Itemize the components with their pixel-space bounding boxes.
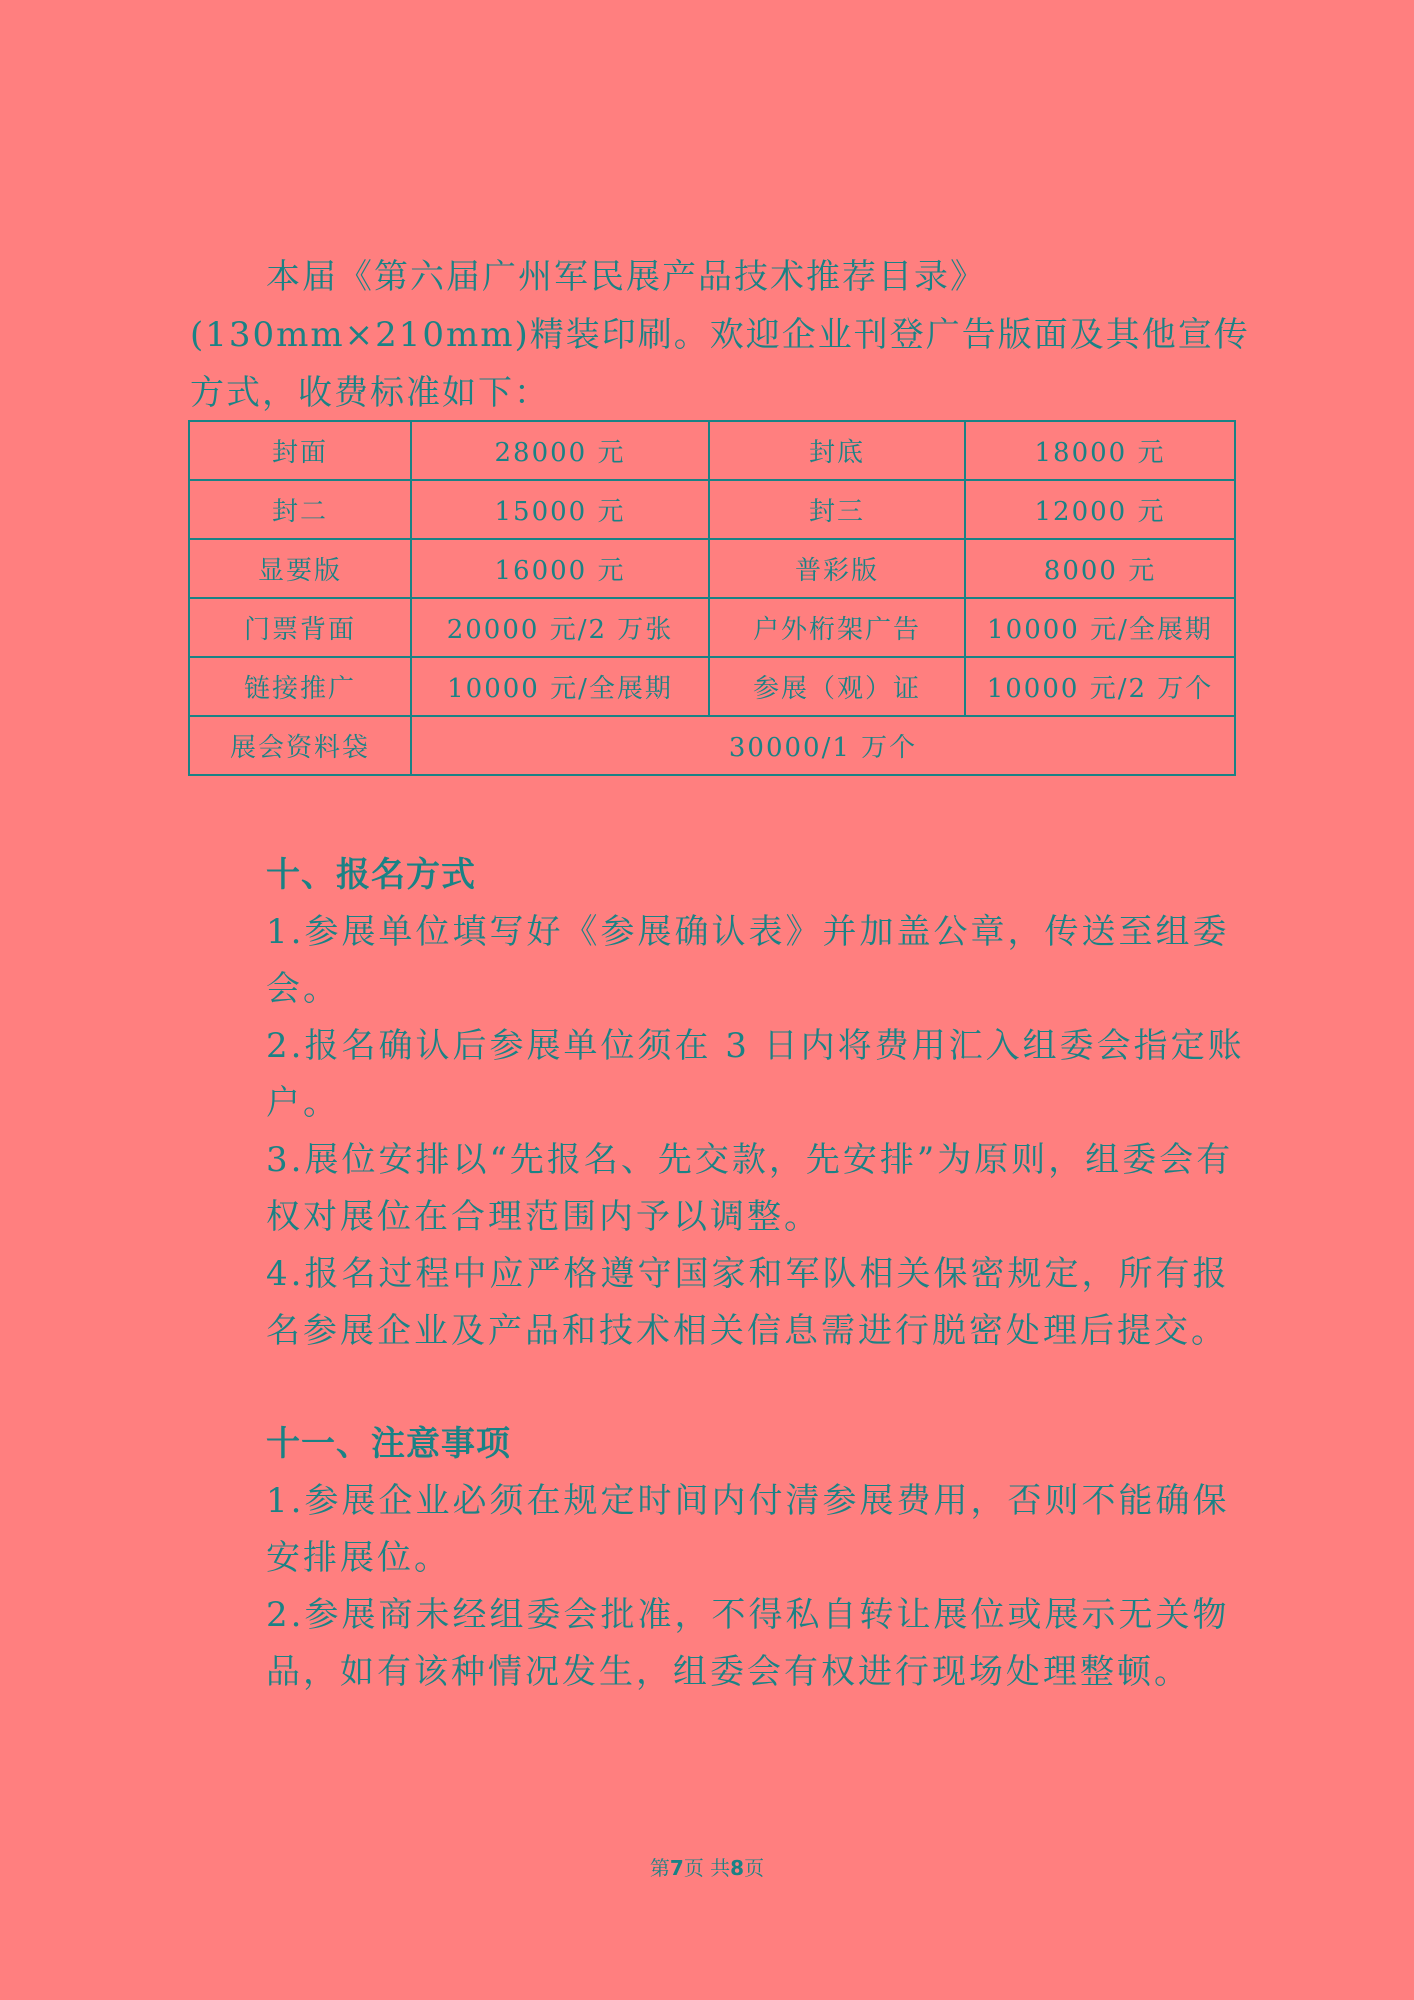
table-cell: 参展（观）证 bbox=[709, 657, 965, 716]
table-cell: 8000 元 bbox=[965, 539, 1235, 598]
table-cell: 12000 元 bbox=[965, 480, 1235, 539]
table-row bbox=[189, 539, 1235, 598]
notice-section bbox=[266, 1415, 1256, 1701]
footer-suffix: 页 bbox=[744, 1856, 765, 1880]
table-cell: 10000 元/2 万个 bbox=[965, 657, 1235, 716]
list-item: 2.参展商未经组委会批准，不得私自转让展位或展示无关物品，如有该种情况发生，组委会有权进行现场处理整顿。 bbox=[266, 1595, 1230, 1692]
table-row bbox=[189, 421, 1235, 480]
registration-section bbox=[266, 846, 1256, 1360]
table-cell: 15000 元 bbox=[411, 480, 709, 539]
intro-paragraph: 本届《第六届广州军民展产品技术推荐目录》(130mm×210mm)精装印刷。欢迎企业刊登广告版面及其他宣传方式，收费标准如下： bbox=[190, 257, 1250, 413]
page-number: 7 bbox=[669, 1856, 684, 1880]
section-heading: 十一、注意事项 bbox=[266, 1424, 511, 1464]
list-item: 3.展位安排以“先报名、先交款，先安排”为原则，组委会有权对展位在合理范围内予以调整。 bbox=[266, 1140, 1234, 1237]
list-item: 1.参展企业必须在规定时间内付清参展费用，否则不能确保安排展位。 bbox=[266, 1481, 1230, 1578]
footer-prefix: 第 bbox=[649, 1856, 670, 1880]
table-cell: 封面 bbox=[189, 421, 411, 480]
table-row bbox=[189, 657, 1235, 716]
section-heading: 十、报名方式 bbox=[266, 855, 476, 895]
table-cell: 门票背面 bbox=[189, 598, 411, 657]
table-cell: 10000 元/全展期 bbox=[411, 657, 709, 716]
table-row bbox=[189, 598, 1235, 657]
table-cell: 展会资料袋 bbox=[189, 716, 411, 775]
footer-middle: 页 共 bbox=[683, 1856, 731, 1880]
table-cell: 普彩版 bbox=[709, 539, 965, 598]
table-cell: 显要版 bbox=[189, 539, 411, 598]
list-item: 4.报名过程中应严格遵守国家和军队相关保密规定，所有报名参展企业及产品和技术相关信息需进行脱密处理后提交。 bbox=[266, 1254, 1230, 1351]
page-total: 8 bbox=[730, 1856, 745, 1880]
table-cell: 10000 元/全展期 bbox=[965, 598, 1235, 657]
table-row bbox=[189, 480, 1235, 539]
table-cell: 18000 元 bbox=[965, 421, 1235, 480]
advertising-fee-table bbox=[188, 420, 1236, 776]
table-cell-merged: 30000/1 万个 bbox=[411, 716, 1235, 775]
list-item: 1.参展单位填写好《参展确认表》并加盖公章，传送至组委会。 bbox=[266, 912, 1230, 1009]
table-cell: 封底 bbox=[709, 421, 965, 480]
page-footer bbox=[0, 1852, 1414, 1881]
table-cell: 20000 元/2 万张 bbox=[411, 598, 709, 657]
table-cell: 16000 元 bbox=[411, 539, 709, 598]
list-item: 2.报名确认后参展单位须在 3 日内将费用汇入组委会指定账户。 bbox=[266, 1026, 1245, 1123]
table-cell: 户外桁架广告 bbox=[709, 598, 965, 657]
table-cell: 封三 bbox=[709, 480, 965, 539]
table-cell: 封二 bbox=[189, 480, 411, 539]
table-cell: 28000 元 bbox=[411, 421, 709, 480]
table-row bbox=[189, 716, 1235, 775]
table-cell: 链接推广 bbox=[189, 657, 411, 716]
